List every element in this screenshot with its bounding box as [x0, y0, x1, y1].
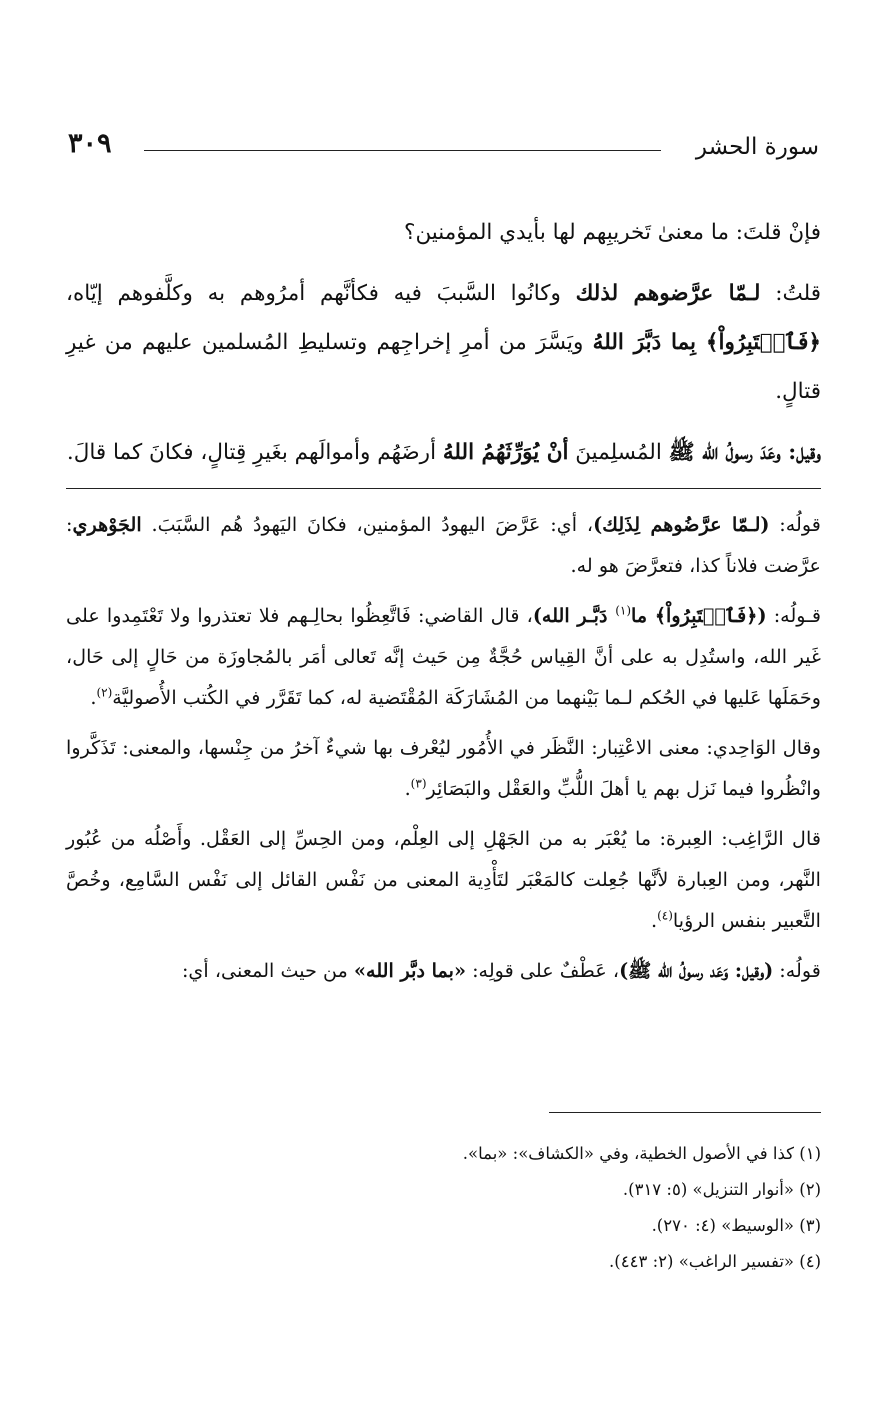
answer-lead: قلتُ: — [760, 281, 821, 306]
commentary-paragraph-2 — [66, 595, 821, 718]
commentary-span: ، عَطْفٌ على قولِه: — [465, 959, 620, 982]
footnote-2: (٢) «أنوار التنزيل» (٥: ٣١٧). — [622, 1180, 821, 1199]
section-divider — [66, 488, 821, 489]
footnote-ref-2[interactable]: (٢) — [96, 685, 113, 700]
header-rule — [144, 150, 661, 151]
commentary-span: من حيث المعنى، أي: — [181, 959, 355, 982]
page-header — [68, 128, 819, 172]
commentary-span: ، أي: عَرَّضَ اليهودُ المؤمنين، فكانَ اليَهودُ هُم السَّبَبَ. — [141, 513, 594, 536]
commentary-span: وقال الوَاحِدي: معنى الاعْتِبار: النَّظَر في الأُمُور ليُعْرف بها شيءٌ آخرُ من جِنْسها، والمعنى: تَذَكَّروا وانْظُروا فيما نَزل بهم يا أهلَ اللُّبِّ والعَقْل والبَصَائِر — [66, 736, 821, 800]
footnote-ref-4[interactable]: (٤) — [657, 908, 673, 923]
quoted-phrase: أنْ يُوَرِّثَهُمُ اللهُ — [442, 440, 569, 465]
answer-text-cont: ويَسَّرَ من أمرِ إخراجِهم وتسليطِ المُسلمين عليهم من غيرِ قتالٍ. — [66, 330, 821, 404]
main-text-span: المُسلِمينَ — [568, 440, 669, 465]
main-paragraph-3 — [66, 428, 821, 477]
main-text-span: فكانَ كما قالَ. — [66, 440, 194, 465]
quoted-phrase: وقيل: وعَدَ رسولُ الله ﷺ — [668, 440, 821, 465]
main-text-span: أرضَهُم وأموالَهم بغَيرِ قِتالٍ، — [193, 440, 443, 465]
quoted-phrase: (وقيل: وَعَد رسولُ الله ﷺ) — [619, 959, 774, 982]
answer-text: وكانُوا السَّببَ فيه فكأنَّهم أمرُوهم به وكلَّفوهم إيّاه، — [66, 281, 576, 306]
quoted-phrase: دَبَّـر الله) — [532, 604, 616, 627]
footnotes — [66, 1136, 821, 1280]
quoted-phrase: (لـمّا عرَّضُوهم لِذَلِك) — [593, 513, 770, 536]
question-text: فإنْ قلتَ: ما معنىٰ تَخريبِهم لها بأيدي المؤمنين؟ — [404, 220, 821, 245]
footnote-ref-1[interactable]: (١) — [615, 603, 632, 618]
commentary-paragraph-5 — [66, 950, 821, 991]
qawluhu-label: قـولُه: — [766, 604, 821, 627]
quoted-phrase: «بما دبَّر الله» — [354, 959, 466, 982]
commentary-span: : عرَّضت فلاناً كذا، فتعرَّضَ هو له. — [66, 513, 821, 577]
commentary-span: ، قال القاضي: فَاتَّعِظُوا بحالِـهم فلا تعتذروا ولا تَعْتَمِدوا على غَير الله، واستُدِل به على أنَّ القِياس حُجَّةٌ مِن حَيث إنَّه تَعالى أمَر بالمُجاوزَة من حَالٍ إلى حَال، وحَمَلَها عَليها في الحُكم لـما بَيْنهما من المُشَارَكَة المُقْتَضية له، كما تَقَرَّر في الكُتب الأُصوليَّة — [66, 604, 821, 709]
footnote-3: (٣) «الوسيط» (٤: ٢٧٠). — [651, 1216, 821, 1235]
footnote-ref-3[interactable]: (٣) — [410, 776, 427, 791]
footnote-rule — [549, 1112, 821, 1113]
qawluhu-label: قولُه: — [773, 959, 821, 982]
quoted-phrase: لـمّا عرَّضوهم لذلك — [575, 281, 761, 306]
main-text — [66, 208, 821, 489]
commentary-span: . — [650, 909, 658, 932]
commentary-span: . — [90, 686, 97, 709]
scholar-name: الجَوْهري — [72, 513, 142, 536]
surah-title: سورة الحشر — [695, 134, 819, 160]
footnote-4: (٤) «تفسير الراغب» (٢: ٤٤٣). — [609, 1252, 821, 1271]
page-number: ٣٠٩ — [68, 128, 112, 159]
quoted-phrase: (﴿فَٱعۡتَبِرُواْ﴾ ما — [631, 604, 767, 627]
commentary-span: قال الرَّاغِب: العِبرة: ما يُعْبَر به من الجَهْلِ إلى العِلْم، ومن الحِسِّ إلى العَقْل. وأَصْلُه من عُبُور النَّهر، ومن العِبارة لأنَّها جُعِلت كالمَعْبَر لتَأْدِية المعنى من نَفْس القائل إلى نَفْس السَّامِع، وخُصَّ التَّعبير بنفس الرؤيا — [66, 827, 821, 932]
qawluhu-label: قولُه: — [769, 513, 821, 536]
main-paragraph-1 — [66, 208, 821, 257]
commentary-span: . — [404, 777, 411, 800]
commentary-paragraph-4 — [66, 818, 821, 941]
commentary-text — [66, 504, 821, 1000]
main-paragraph-2 — [66, 269, 821, 416]
quran-verse: ﴿فَٱعۡتَبِرُواْ﴾ بِما دَبَّرَ اللهُ — [592, 330, 821, 355]
commentary-paragraph-3 — [66, 727, 821, 809]
commentary-paragraph-1 — [66, 504, 821, 586]
footnote-1: (١) كذا في الأصول الخطية، وفي «الكشاف»: «بما». — [462, 1144, 821, 1163]
